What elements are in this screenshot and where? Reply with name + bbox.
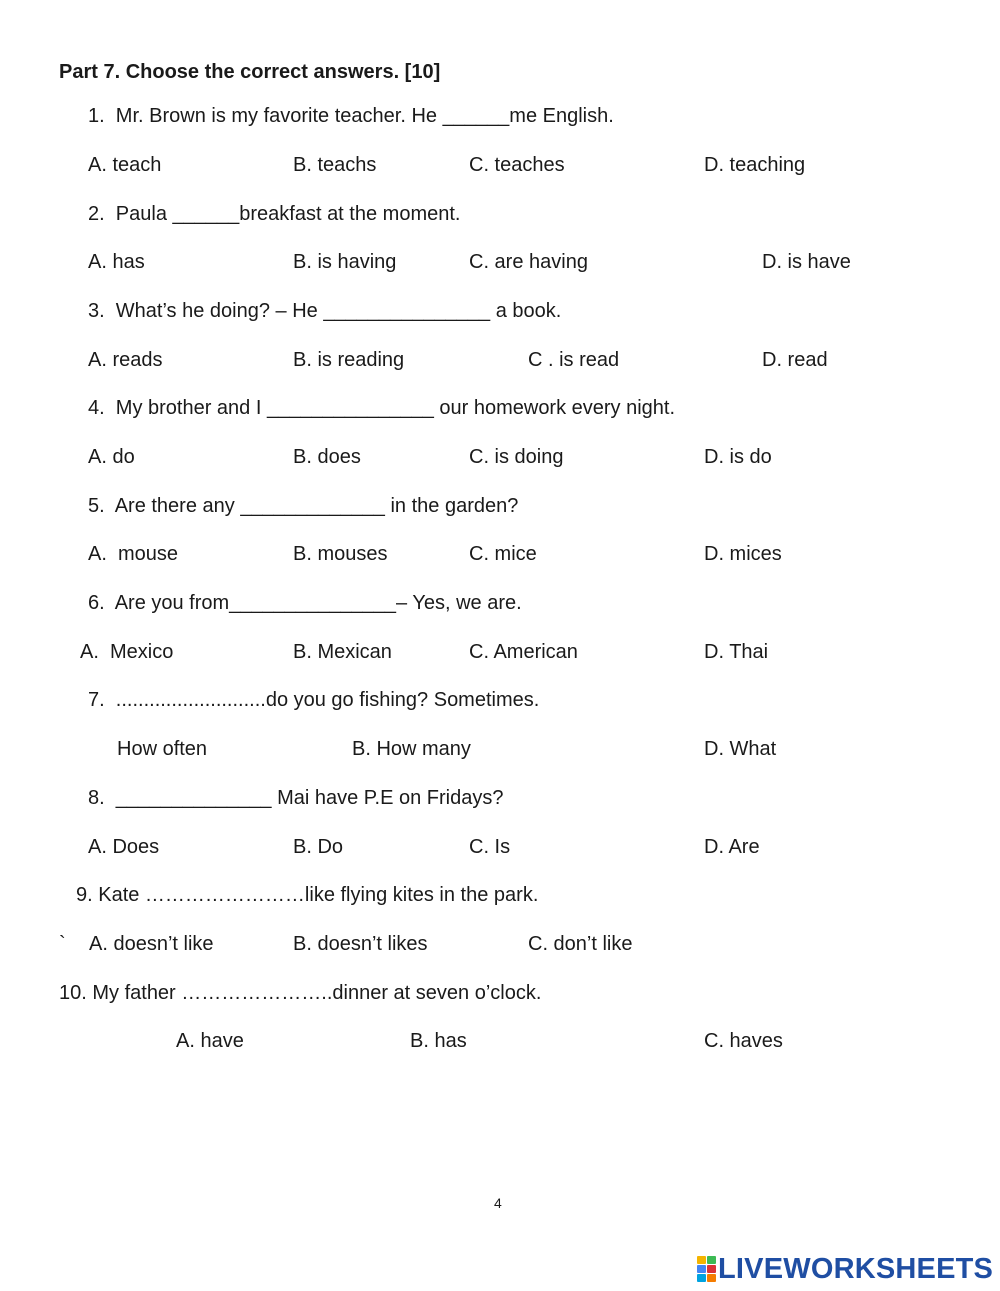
- q4-option-b[interactable]: B. does: [293, 446, 361, 468]
- q7-option-d[interactable]: D. What: [704, 738, 777, 760]
- q7-option-b[interactable]: B. How many: [352, 738, 471, 760]
- q10-option-b[interactable]: B. has: [410, 1030, 467, 1052]
- q5-option-c[interactable]: C. mice: [469, 543, 537, 565]
- q6-option-c[interactable]: C. American: [469, 641, 578, 663]
- q4-option-a[interactable]: A. do: [88, 446, 135, 468]
- q3-option-c[interactable]: C . is read: [528, 349, 620, 371]
- q5-option-d[interactable]: D. mices: [704, 543, 782, 565]
- q3-option-d[interactable]: D. read: [762, 349, 828, 371]
- logo-block: [707, 1256, 716, 1264]
- liveworksheets-logo: [697, 1252, 993, 1286]
- q9-option-b[interactable]: B. doesn’t likes: [293, 933, 428, 955]
- question-10: 10. My father …………………..dinner at seven o’clock.: [59, 982, 542, 1004]
- q4-option-d[interactable]: D. is do: [704, 446, 772, 468]
- q8-option-d[interactable]: D. Are: [704, 836, 760, 858]
- question-9: 9. Kate ……………………like flying kites in the park.: [76, 884, 539, 906]
- q5-option-a[interactable]: A. mouse: [88, 543, 179, 565]
- q9-option-c[interactable]: C. don’t like: [528, 933, 633, 955]
- logo-mark-icon: [697, 1256, 716, 1282]
- q2-option-b[interactable]: B. is having: [293, 251, 397, 273]
- logo-text: LIVEWORKSHEETS: [718, 1252, 994, 1285]
- logo-block: [697, 1265, 706, 1273]
- q7-option-a[interactable]: How often: [117, 738, 208, 760]
- q6-option-d[interactable]: D. Thai: [704, 641, 769, 663]
- question-3: 3. What’s he doing? – He _______________ a book.: [88, 300, 562, 322]
- q1-option-b[interactable]: B. teachs: [293, 154, 377, 176]
- q4-option-c[interactable]: C. is doing: [469, 446, 564, 468]
- q1-option-c[interactable]: C. teaches: [469, 154, 565, 176]
- question-7: 7. ...........................do you go fishing? Sometimes.: [88, 689, 540, 711]
- q8-option-c[interactable]: C. Is: [469, 836, 511, 858]
- q1-option-d[interactable]: D. teaching: [704, 154, 806, 176]
- q5-option-b[interactable]: B. mouses: [293, 543, 388, 565]
- question-2: 2. Paula ______breakfast at the moment.: [88, 203, 461, 225]
- section-title: Part 7. Choose the correct answers. [10]: [59, 61, 441, 83]
- q8-option-a[interactable]: A. Does: [88, 836, 160, 858]
- question-8: 8. ______________ Mai have P.E on Fridays?: [88, 787, 504, 809]
- question-5: 5. Are there any _____________ in the garden?: [88, 495, 519, 517]
- logo-block: [707, 1274, 716, 1282]
- q2-option-d[interactable]: D. is have: [762, 251, 851, 273]
- logo-block: [697, 1256, 706, 1264]
- question-1: 1. Mr. Brown is my favorite teacher. He ______me English.: [88, 105, 614, 127]
- q2-option-c[interactable]: C. are having: [469, 251, 588, 273]
- question-4: 4. My brother and I _______________ our homework every night.: [88, 397, 676, 419]
- q6-option-a[interactable]: A. Mexico: [80, 641, 174, 663]
- q3-option-a[interactable]: A. reads: [88, 349, 163, 371]
- q3-option-b[interactable]: B. is reading: [293, 349, 405, 371]
- q6-option-b[interactable]: B. Mexican: [293, 641, 392, 663]
- question-6: 6. Are you from_______________– Yes, we are.: [88, 592, 522, 614]
- q10-option-c[interactable]: C. haves: [704, 1030, 783, 1052]
- page-number: 4: [494, 1195, 502, 1211]
- q8-option-b[interactable]: B. Do: [293, 836, 344, 858]
- stray-mark: `: [59, 933, 66, 955]
- q10-option-a[interactable]: A. have: [176, 1030, 244, 1052]
- logo-block: [697, 1274, 706, 1282]
- logo-block: [707, 1265, 716, 1273]
- q1-option-a[interactable]: A. teach: [88, 154, 162, 176]
- q2-option-a[interactable]: A. has: [88, 251, 145, 273]
- q9-option-a[interactable]: A. doesn’t like: [89, 933, 214, 955]
